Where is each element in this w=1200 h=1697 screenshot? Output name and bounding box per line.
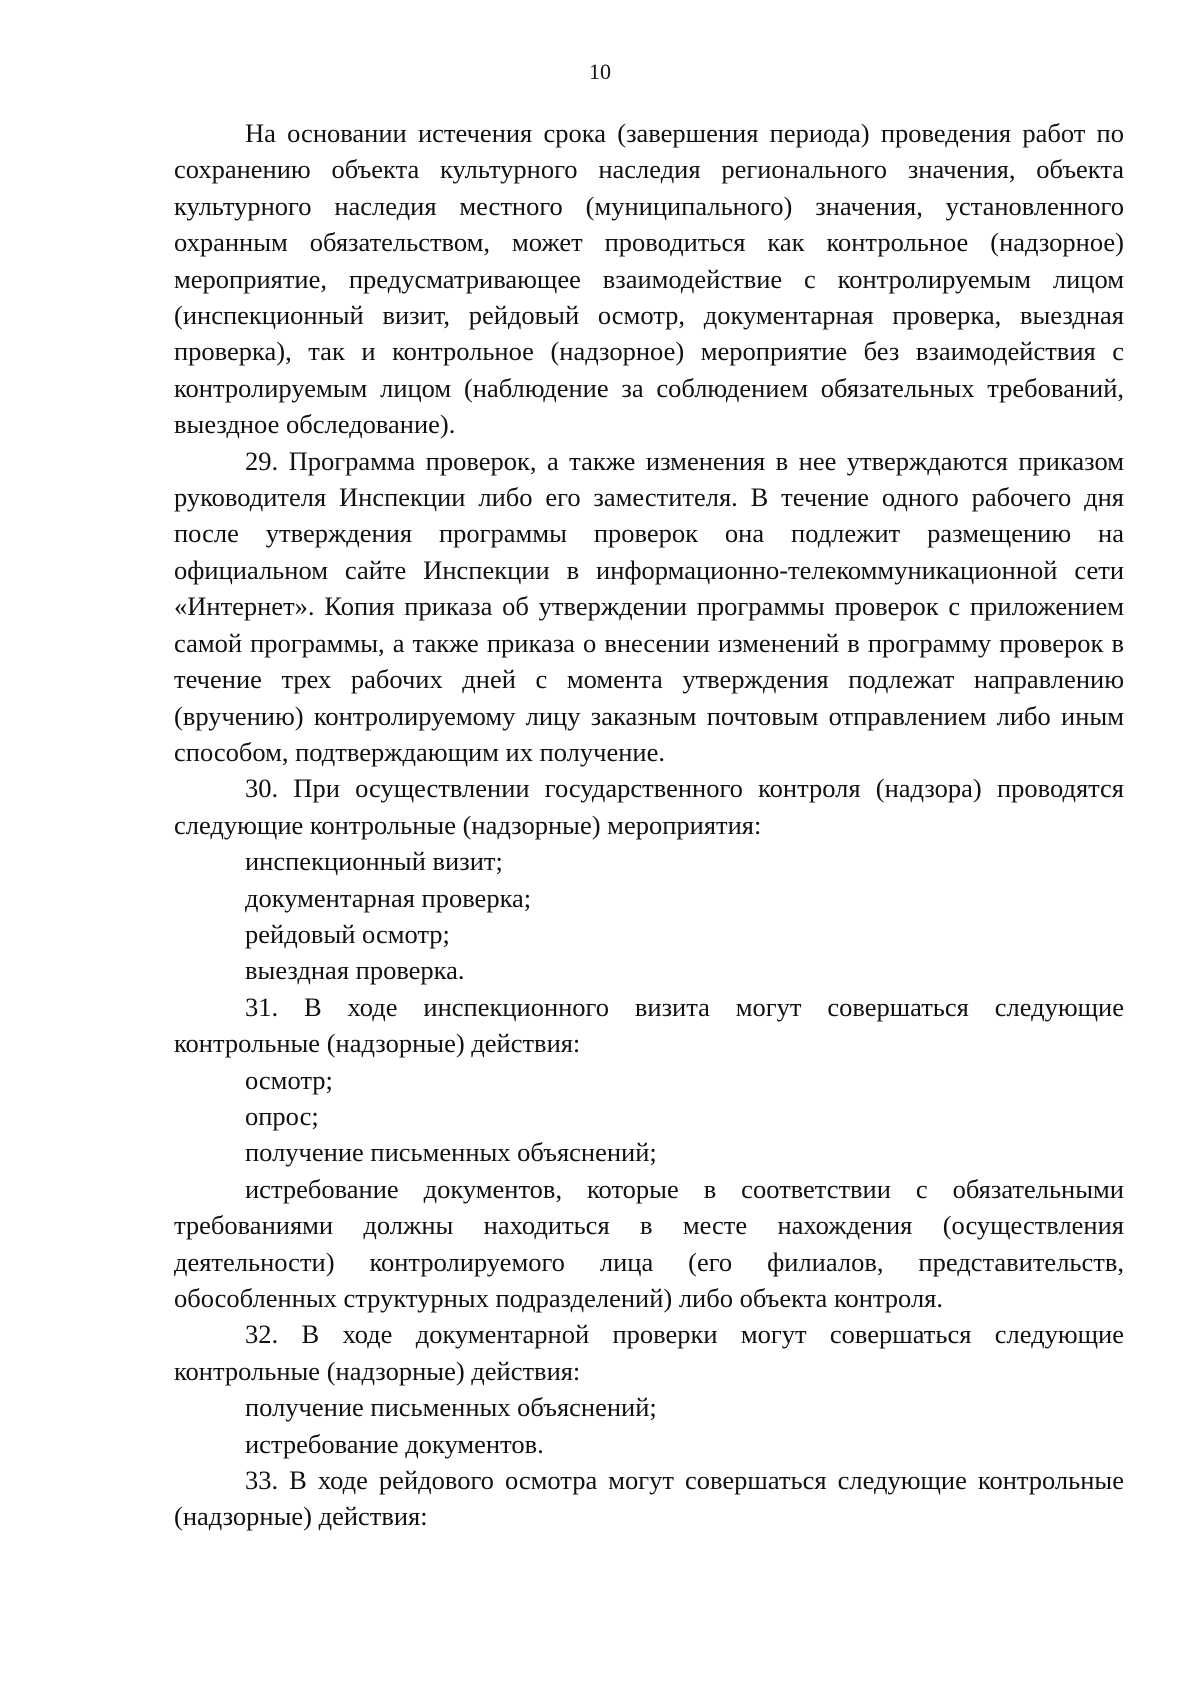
page-number: 10	[589, 59, 611, 84]
list-item: рейдовый осмотр;	[245, 918, 450, 949]
paragraph-30: 30. При осуществлении государственного контроля (надзора) проводятся следующие контрольные (надзорные) мероприятия:	[174, 773, 1124, 840]
document-body	[174, 115, 1124, 1535]
paragraph-33: 33. В ходе рейдового осмотра могут совершаться следующие контрольные (надзорные) действия:	[174, 1465, 1124, 1532]
list-item: получение письменных объяснений;	[245, 1392, 657, 1423]
list-item: выездная проверка.	[245, 955, 465, 986]
list-item: осмотр;	[245, 1064, 333, 1095]
paragraph-31: 31. В ходе инспекционного визита могут совершаться следующие контрольные (надзорные) действия:	[174, 991, 1124, 1059]
paragraph-intro: На основании истечения срока (завершения периода) проведения работ по сохранению объекта культурного наследия регионального значения, объекта культурного наследия местного (муниципального) значения, установленного охранным обязательством, может проводиться как контрольное (надзорное) мероприятие, предусматривающее взаимодействие с контролируемым лицом (инспекционный визит, рейдовый осмотр, документарная проверка, выездная проверка), так и контрольное (надзорное) мероприятие без взаимодействия с контролируемым лицом (наблюдение за соблюдением обязательных требований, выездное обследование).	[174, 118, 1124, 440]
list-item: получение письменных объяснений;	[245, 1137, 657, 1168]
list-item: инспекционный визит;	[245, 846, 503, 877]
list-item: документарная проверка;	[245, 882, 532, 913]
list-item: опрос;	[245, 1100, 319, 1131]
list-item: истребование документов.	[245, 1428, 544, 1459]
paragraph-31-documents: истребование документов, которые в соответствии с обязательными требованиями должны находиться в месте нахождения (осуществления деятельности) контролируемого лица (его филиалов, представительств, обособленных структурных подразделений) либо объекта контроля.	[174, 1173, 1124, 1313]
paragraph-32: 32. В ходе документарной проверки могут совершаться следующие контрольные (надзорные) действия:	[174, 1319, 1124, 1386]
paragraph-29: 29. Программа проверок, а также изменения в нее утверждаются приказом руководителя Инспекции либо его заместителя. В течение одного рабочего дня после утверждения программы проверок она подлежит размещению на официальном сайте Инспекции в информационно-телекоммуникационной сети «Интернет». Копия приказа об утверждении программы проверок с приложением самой программы, а также приказа о внесении изменений в программу проверок в течение трех рабочих дней с момента утверждения подлежат направлению (вручению) контролируемому лицу заказным почтовым отправлением либо иным способом, подтверждающим их получение.	[174, 445, 1124, 767]
